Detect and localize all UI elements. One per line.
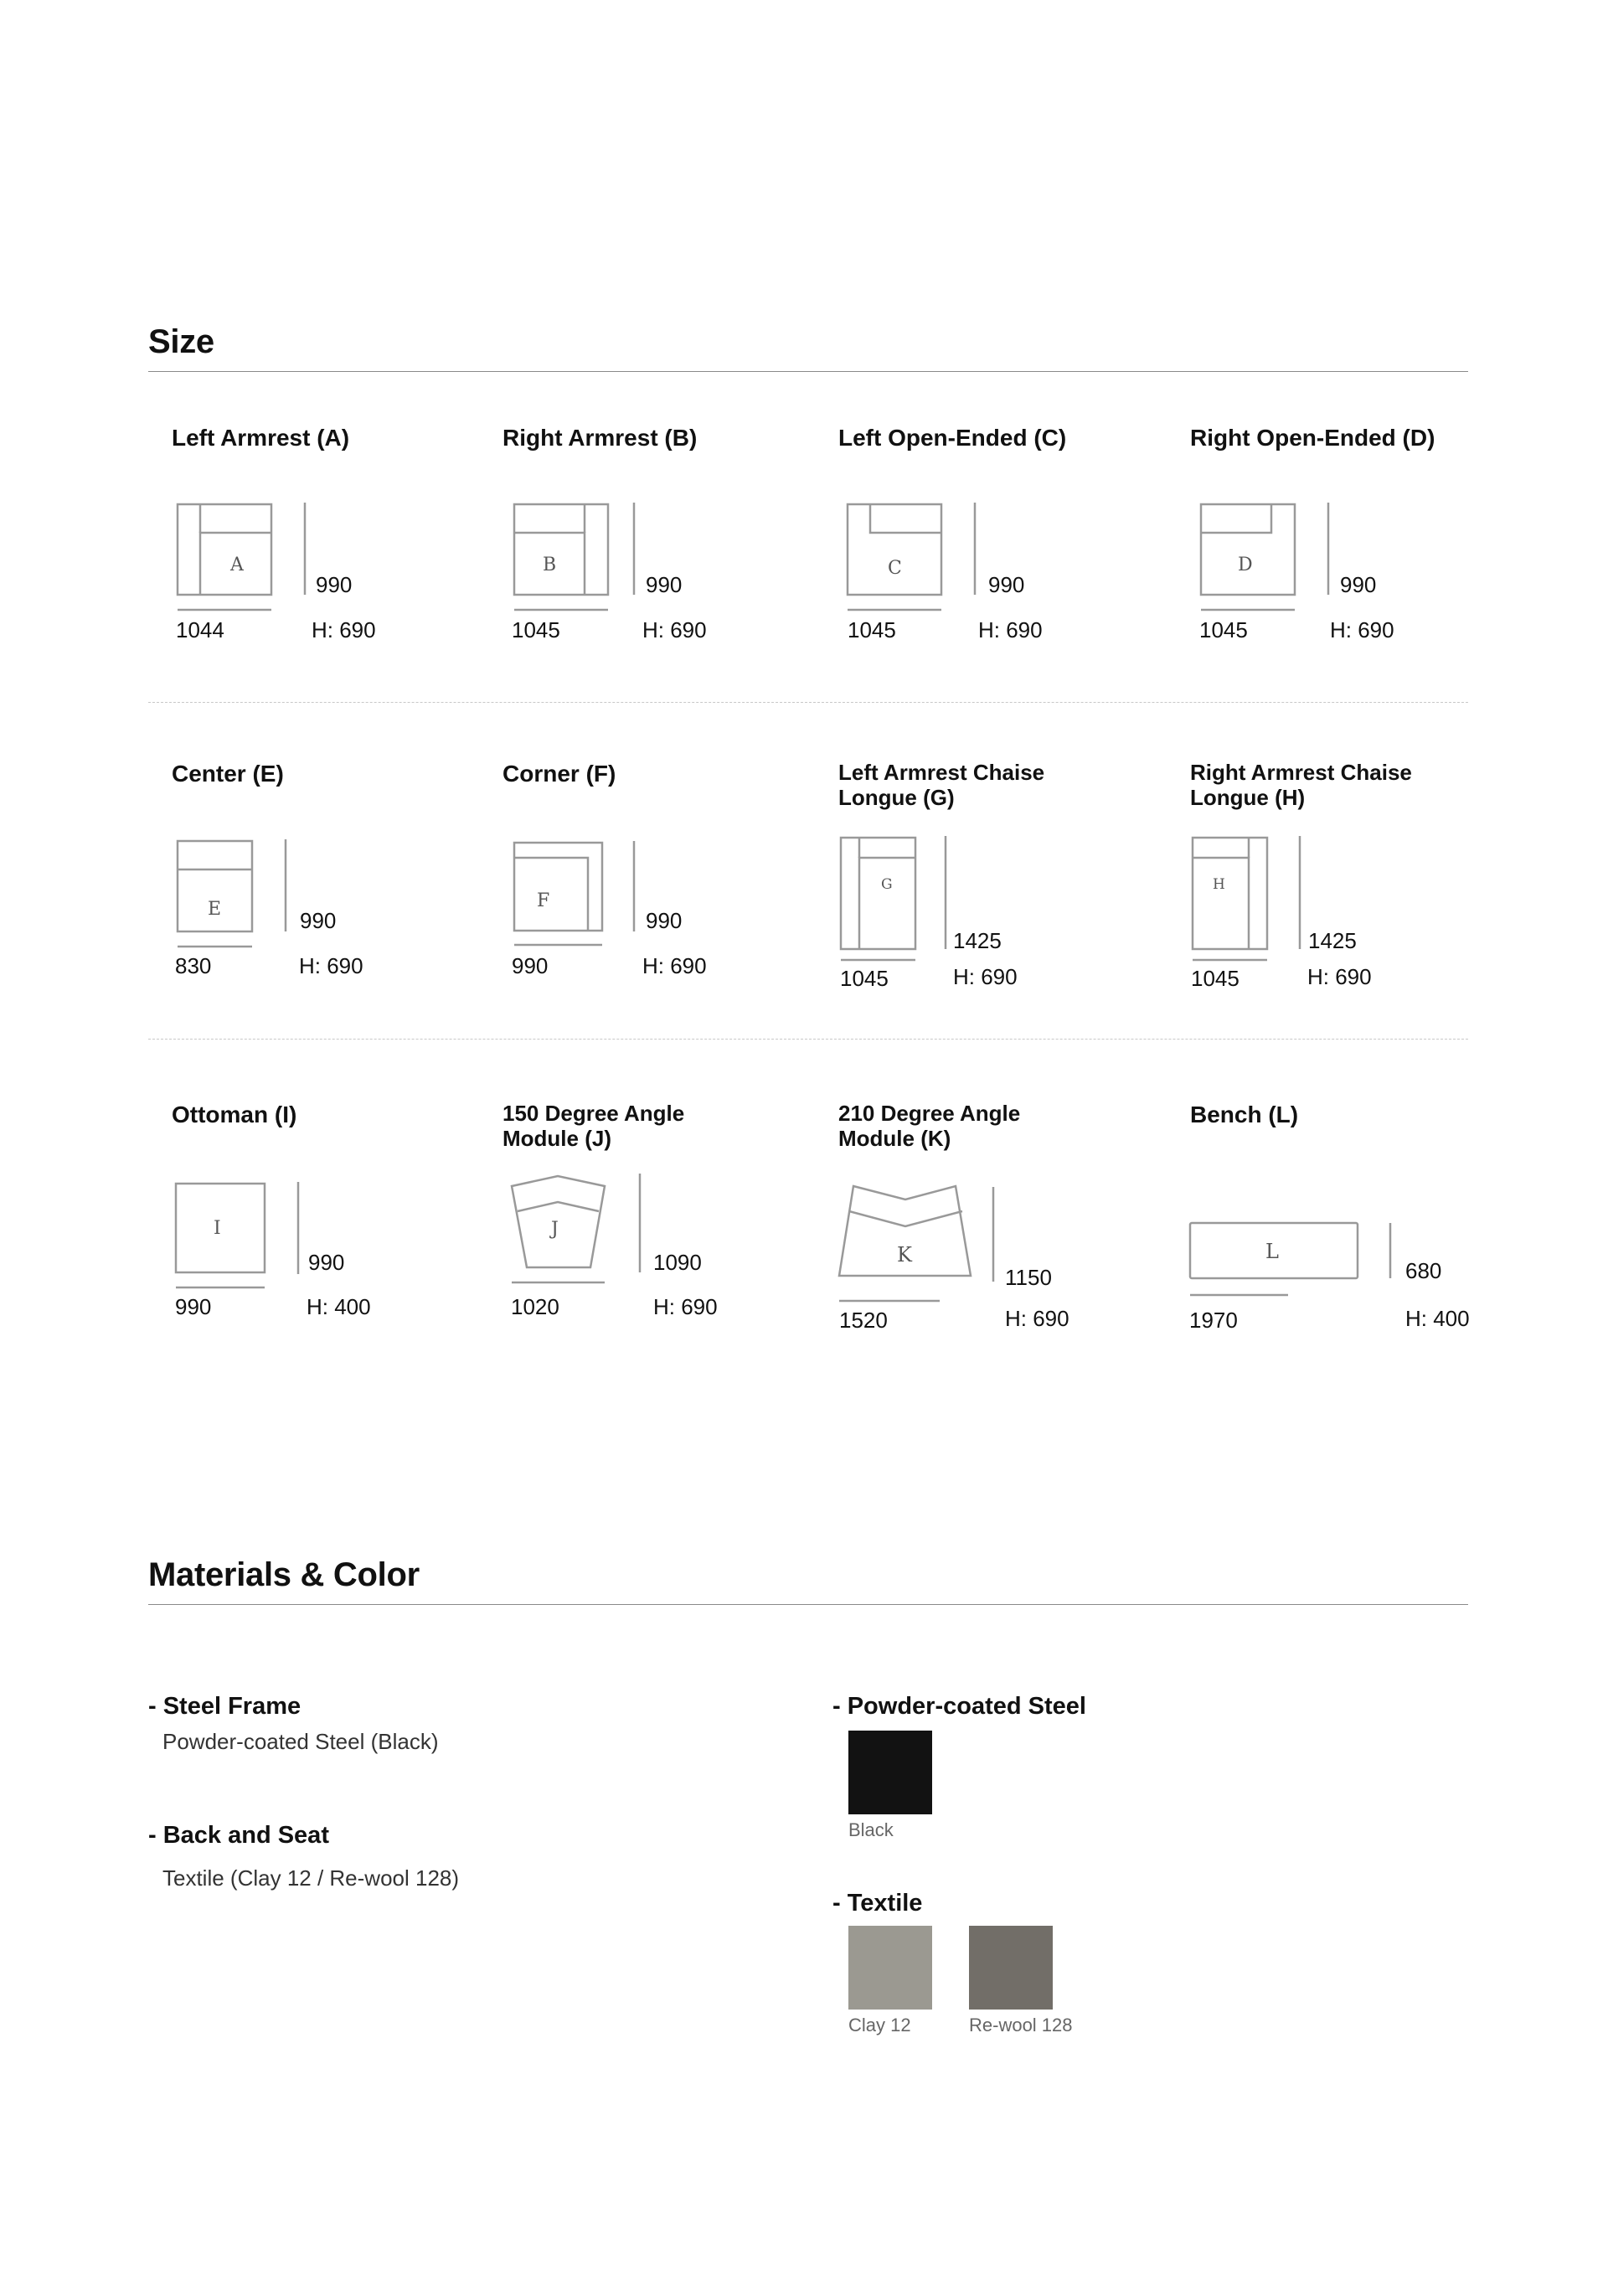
depth-line-h — [1298, 836, 1301, 951]
module-letter-f: F — [537, 890, 550, 911]
height-e: H: 690 — [299, 953, 363, 978]
height-k: H: 690 — [1005, 1306, 1069, 1331]
item-title-a: Left Armrest (A) — [172, 425, 350, 451]
height-j: H: 690 — [653, 1294, 718, 1319]
height-l: H: 400 — [1405, 1306, 1470, 1331]
depth-line-a — [303, 503, 307, 596]
depth-line-e — [284, 839, 287, 933]
powder-coated-steel-heading: - Powder-coated Steel — [832, 1693, 1086, 1720]
depth-line-l — [1389, 1223, 1392, 1280]
width-c: 1045 — [848, 617, 896, 642]
item-title-k: 210 Degree Angle Module (K) — [838, 1101, 1021, 1151]
center-diagram — [176, 839, 255, 948]
item-title-b: Right Armrest (B) — [502, 425, 698, 451]
depth-line-k — [992, 1187, 995, 1283]
width-l: 1970 — [1189, 1308, 1238, 1333]
height-a: H: 690 — [312, 617, 376, 642]
width-d: 1045 — [1199, 617, 1248, 642]
width-h: 1045 — [1191, 966, 1240, 991]
size-section-title: Size — [148, 323, 214, 360]
depth-line-c — [973, 503, 977, 596]
depth-d: 990 — [1340, 572, 1377, 597]
item-title-e: Center (E) — [172, 761, 284, 787]
item-title-g: Left Armrest Chaise Longue (G) — [838, 760, 1045, 810]
module-letter-i: I — [214, 1218, 221, 1239]
depth-b: 990 — [646, 572, 683, 597]
module-letter-e: E — [208, 899, 222, 920]
black-swatch-label: Black — [848, 1819, 894, 1840]
depth-j: 1090 — [653, 1250, 702, 1275]
width-i: 990 — [175, 1294, 212, 1319]
depth-h: 1425 — [1308, 928, 1357, 953]
module-letter-c: C — [888, 558, 902, 579]
width-f: 990 — [512, 953, 549, 978]
item-title-l: Bench (L) — [1190, 1102, 1299, 1127]
height-g: H: 690 — [953, 964, 1018, 989]
module-letter-b: B — [543, 555, 557, 575]
item-title-c: Left Open-Ended (C) — [838, 425, 1067, 451]
re-wool-128-swatch-label: Re-wool 128 — [969, 2015, 1073, 2035]
right-armrest-diagram — [513, 503, 611, 611]
width-a: 1044 — [176, 617, 224, 642]
depth-line-d — [1327, 503, 1330, 596]
depth-g: 1425 — [953, 928, 1002, 953]
angle-150-module-diagram — [510, 1173, 607, 1286]
module-letter-l: L — [1265, 1240, 1279, 1263]
module-letter-a: A — [230, 555, 244, 575]
height-d: H: 690 — [1330, 617, 1394, 642]
depth-l: 680 — [1405, 1258, 1442, 1283]
depth-line-i — [296, 1182, 300, 1276]
depth-i: 990 — [308, 1250, 345, 1275]
depth-line-g — [944, 836, 947, 951]
module-letter-k: K — [897, 1243, 912, 1267]
steel-frame-heading: - Steel Frame — [148, 1693, 302, 1720]
clay-12-swatch-label: Clay 12 — [848, 2015, 911, 2035]
black-swatch — [848, 1731, 932, 1814]
right-chaise-longue-diagram — [1191, 836, 1270, 962]
depth-e: 990 — [300, 908, 337, 933]
module-letter-d: D — [1238, 555, 1253, 575]
width-e: 830 — [175, 953, 212, 978]
steel-frame-text: Powder-coated Steel (Black) — [162, 1729, 439, 1754]
back-and-seat-text: Textile (Clay 12 / Re-wool 128) — [162, 1865, 460, 1891]
left-chaise-longue-diagram — [839, 836, 919, 962]
textile-heading: - Textile — [832, 1890, 923, 1917]
item-title-j: 150 Degree Angle Module (J) — [502, 1101, 685, 1151]
height-i: H: 400 — [307, 1294, 371, 1319]
size-title-rule — [148, 371, 1468, 372]
materials-title-rule — [148, 1604, 1468, 1605]
module-letter-g: G — [881, 876, 893, 893]
item-title-d: Right Open-Ended (D) — [1190, 425, 1435, 451]
height-c: H: 690 — [978, 617, 1043, 642]
materials-section-title: Materials & Color — [148, 1556, 420, 1593]
depth-f: 990 — [646, 908, 683, 933]
height-f: H: 690 — [642, 953, 707, 978]
depth-c: 990 — [988, 572, 1025, 597]
depth-line-j — [638, 1174, 642, 1274]
back-and-seat-heading: - Back and Seat — [148, 1822, 329, 1849]
width-b: 1045 — [512, 617, 560, 642]
module-letter-j: J — [551, 1219, 559, 1240]
width-j: 1020 — [511, 1294, 559, 1319]
left-armrest-diagram — [176, 503, 274, 611]
left-open-ended-diagram — [846, 503, 944, 611]
clay-12-swatch — [848, 1926, 932, 2010]
depth-k: 1150 — [1005, 1265, 1052, 1290]
width-k: 1520 — [839, 1308, 888, 1333]
row-divider-1 — [148, 702, 1468, 703]
width-g: 1045 — [840, 966, 889, 991]
depth-line-f — [632, 841, 636, 933]
depth-a: 990 — [316, 572, 353, 597]
depth-line-b — [632, 503, 636, 596]
re-wool-128-swatch — [969, 1926, 1053, 2010]
module-letter-h: H — [1213, 876, 1225, 893]
height-h: H: 690 — [1307, 964, 1372, 989]
row-divider-2 — [148, 1039, 1468, 1040]
item-title-f: Corner (F) — [502, 761, 616, 787]
item-title-i: Ottoman (I) — [172, 1102, 297, 1127]
height-b: H: 690 — [642, 617, 707, 642]
item-title-h: Right Armrest Chaise Longue (H) — [1190, 760, 1412, 810]
corner-diagram — [513, 841, 605, 948]
